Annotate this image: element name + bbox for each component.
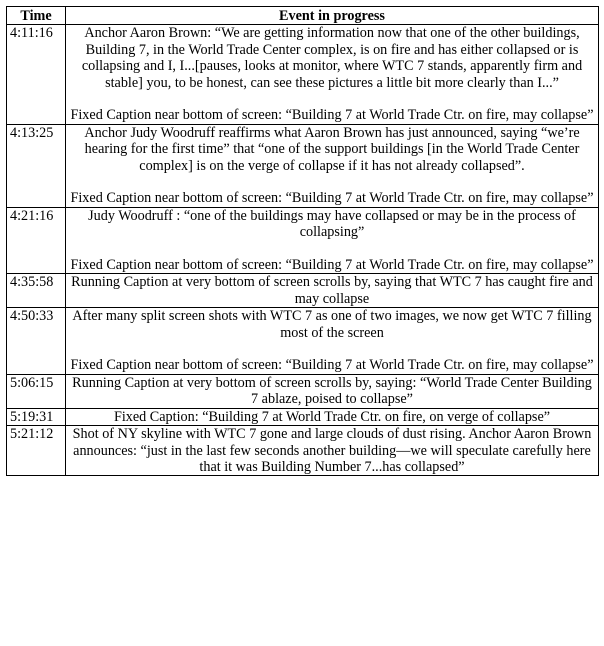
time-cell: 4:13:25 bbox=[7, 124, 66, 207]
caption-paragraph: Fixed Caption near bottom of screen: “Building 7 at World Trade Ctr. on fire, may collapse” bbox=[70, 190, 594, 207]
table-row bbox=[7, 408, 599, 425]
table-row bbox=[7, 274, 599, 308]
caption-paragraph: Fixed Caption near bottom of screen: “Building 7 at World Trade Ctr. on fire, may collapse” bbox=[70, 357, 594, 374]
time-cell: 4:50:33 bbox=[7, 308, 66, 375]
event-cell bbox=[66, 207, 599, 274]
event-paragraph: Anchor Aaron Brown: “We are getting information now that one of the other buildings, Building 7, in the World Trade Center complex, is on fire and has either collapsed or is collapsing and I, I...[pauses, looks at monitor, where WTC 7 stands, apparently firm and stable] you, to be honest, can see these pictures a little bit more clearly than I...” bbox=[81, 25, 583, 91]
event-cell bbox=[66, 426, 599, 476]
event-paragraph: Judy Woodruff : “one of the buildings may have collapsed or may be in the process of collapsing” bbox=[88, 207, 576, 241]
time-column-header: Time bbox=[7, 7, 66, 25]
event-paragraph: Fixed Caption: “Building 7 at World Trade Ctr. on fire, on verge of collapse” bbox=[113, 408, 551, 425]
paragraph-spacer bbox=[69, 241, 595, 257]
time-cell: 4:11:16 bbox=[7, 25, 66, 124]
table-row bbox=[7, 308, 599, 375]
event-cell bbox=[66, 274, 599, 308]
event-column-header: Event in progress bbox=[66, 7, 599, 25]
paragraph-spacer bbox=[69, 174, 595, 190]
time-cell: 5:21:12 bbox=[7, 426, 66, 476]
event-cell bbox=[66, 124, 599, 207]
time-cell: 4:35:58 bbox=[7, 274, 66, 308]
event-cell bbox=[66, 408, 599, 425]
header-row bbox=[7, 7, 599, 25]
table-row bbox=[7, 426, 599, 476]
table-row bbox=[7, 374, 599, 408]
table-row bbox=[7, 207, 599, 274]
table-row bbox=[7, 25, 599, 124]
time-cell: 4:21:16 bbox=[7, 207, 66, 274]
timeline-table bbox=[6, 6, 599, 476]
event-paragraph: Shot of NY skyline with WTC 7 gone and large clouds of dust rising. Anchor Aaron Brown announces: “just in the last few seconds another building—we will speculate carefully here that it was Building Number 7...has collapsed” bbox=[72, 426, 592, 475]
paragraph-spacer bbox=[69, 341, 595, 357]
caption-paragraph: Fixed Caption near bottom of screen: “Building 7 at World Trade Ctr. on fire, may collapse” bbox=[70, 257, 594, 274]
event-paragraph: Running Caption at very bottom of screen scrolls by, saying that WTC 7 has caught fire and may collapse bbox=[71, 274, 593, 307]
paragraph-spacer bbox=[69, 91, 595, 107]
event-paragraph: Anchor Judy Woodruff reaffirms what Aaron Brown has just announced, saying “we’re hearing for the first time” that “one of the support buildings [in the World Trade Center complex] is on the verge of collapse if it has not already collapsed”. bbox=[84, 124, 580, 174]
event-cell bbox=[66, 308, 599, 375]
time-cell: 5:06:15 bbox=[7, 374, 66, 408]
event-cell bbox=[66, 374, 599, 408]
event-paragraph: After many split screen shots with WTC 7 as one of two images, we now get WTC 7 filling most of the screen bbox=[72, 308, 592, 341]
table-row bbox=[7, 124, 599, 207]
event-paragraph: Running Caption at very bottom of screen scrolls by, saying: “World Trade Center Building 7 ablaze, poised to collapse” bbox=[72, 374, 592, 408]
event-cell bbox=[66, 25, 599, 124]
time-cell: 5:19:31 bbox=[7, 408, 66, 425]
caption-paragraph: Fixed Caption near bottom of screen: “Building 7 at World Trade Ctr. on fire, may collapse” bbox=[70, 107, 594, 124]
